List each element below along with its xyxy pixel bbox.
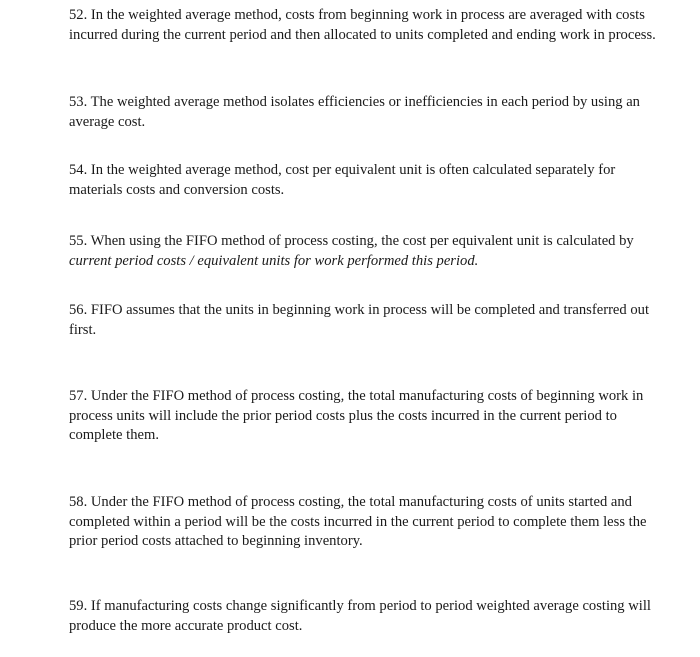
question-58-text: 58. Under the FIFO method of process costing, the total manufacturing costs of units started and completed within a period will be the costs incurred in the current period to complete them less the prior period costs attached to beginning inventory. [69, 494, 647, 549]
question-54 [69, 161, 669, 200]
question-57-text: 57. Under the FIFO method of process costing, the total manufacturing costs of beginning work in process units will include the prior period costs plus the costs incurred in the current period to complete them. [69, 388, 644, 443]
question-55-formula: current period costs / equivalent units for work performed this period. [69, 252, 479, 269]
question-56-text: 56. FIFO assumes that the units in beginning work in process will be completed and transferred out first. [69, 302, 649, 338]
question-53 [69, 93, 669, 132]
question-54-text: 54. In the weighted average method, cost per equivalent unit is often calculated separately for materials costs and conversion costs. [69, 162, 616, 198]
question-52-text: 52. In the weighted average method, costs from beginning work in process are averaged with costs incurred during the current period and then allocated to units completed and ending work in process. [69, 7, 656, 43]
question-55 [69, 232, 669, 271]
question-56 [69, 301, 669, 340]
question-57 [69, 387, 669, 446]
question-59-text: 59. If manufacturing costs change significantly from period to period weighted average costing will produce the more accurate product cost. [69, 598, 651, 634]
question-52 [69, 6, 669, 45]
question-58 [69, 493, 669, 552]
question-55-text: 55. When using the FIFO method of process costing, the cost per equivalent unit is calculated by [69, 233, 634, 249]
question-59 [69, 597, 669, 636]
question-53-text: 53. The weighted average method isolates efficiencies or inefficiencies in each period by using an average cost. [69, 94, 640, 130]
